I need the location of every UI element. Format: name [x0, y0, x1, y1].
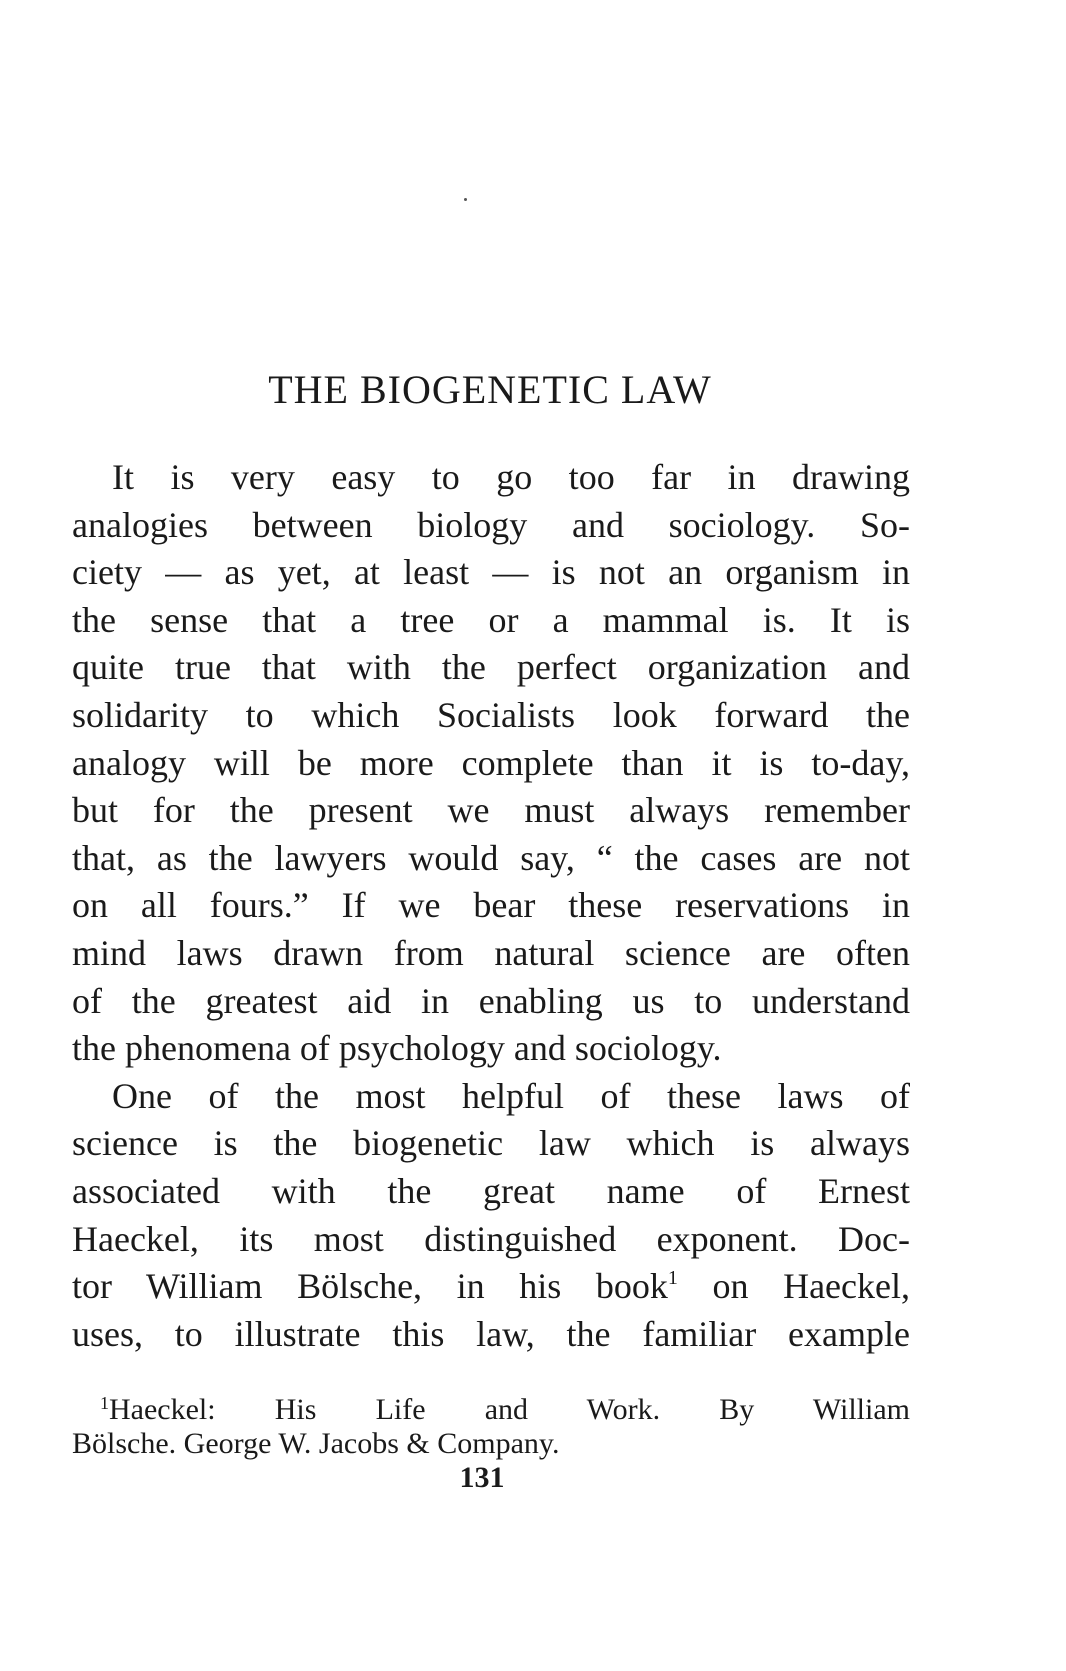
body-line: uses, to illustrate this law, the familiar example: [72, 1313, 910, 1354]
body-line: analogy will be more complete than it is to-day,: [72, 742, 910, 783]
body-line: the sense that a tree or a mammal is. It is: [72, 599, 910, 640]
body-line: One of the most helpful of these laws of: [112, 1075, 910, 1116]
body-line-text: tor William Bölsche, in his book: [72, 1266, 668, 1307]
chapter-title: THE BIOGENETIC LAW: [268, 367, 712, 412]
footnote-marker: 1: [100, 1393, 109, 1413]
body-line: It is very easy to go too far in drawing: [112, 457, 910, 497]
body-line: mind laws drawn from natural science are often: [72, 932, 910, 973]
body-line: science is the biogenetic law which is always: [72, 1123, 910, 1164]
body-line: ciety — as yet, at least — is not an organism in: [72, 552, 910, 593]
body-line: [72, 1263, 910, 1311]
scan-speck: [464, 198, 467, 201]
footnote-line: Bölsche. George W. Jacobs & Company.: [72, 1427, 560, 1460]
body-line: on all fours.” If we bear these reservations in: [72, 885, 910, 926]
footnote-line: [72, 1393, 910, 1427]
body-line: Haeckel, its most distinguished exponent. Doc-: [72, 1218, 910, 1259]
footnote-text: Haeckel: His Life and Work. By William: [109, 1393, 910, 1426]
body-line: of the greatest aid in enabling us to understand: [72, 980, 910, 1021]
footnote: [72, 1393, 910, 1461]
body-line-text: on Haeckel,: [677, 1266, 910, 1307]
page-number: 131: [459, 1461, 505, 1494]
body-text: [72, 454, 910, 1358]
body-line: the phenomena of psychology and sociology.: [72, 1028, 722, 1069]
body-line: solidarity to which Socialists look forward the: [72, 694, 910, 735]
body-line: but for the present we must always remember: [72, 790, 910, 831]
body-line: associated with the great name of Ernest: [72, 1170, 910, 1211]
body-line: that, as the lawyers would say, “ the cases are not: [72, 837, 910, 878]
body-line: quite true that with the perfect organization and: [72, 647, 910, 688]
footnote-reference: 1: [667, 1267, 678, 1290]
body-line: analogies between biology and sociology. So-: [72, 504, 910, 545]
